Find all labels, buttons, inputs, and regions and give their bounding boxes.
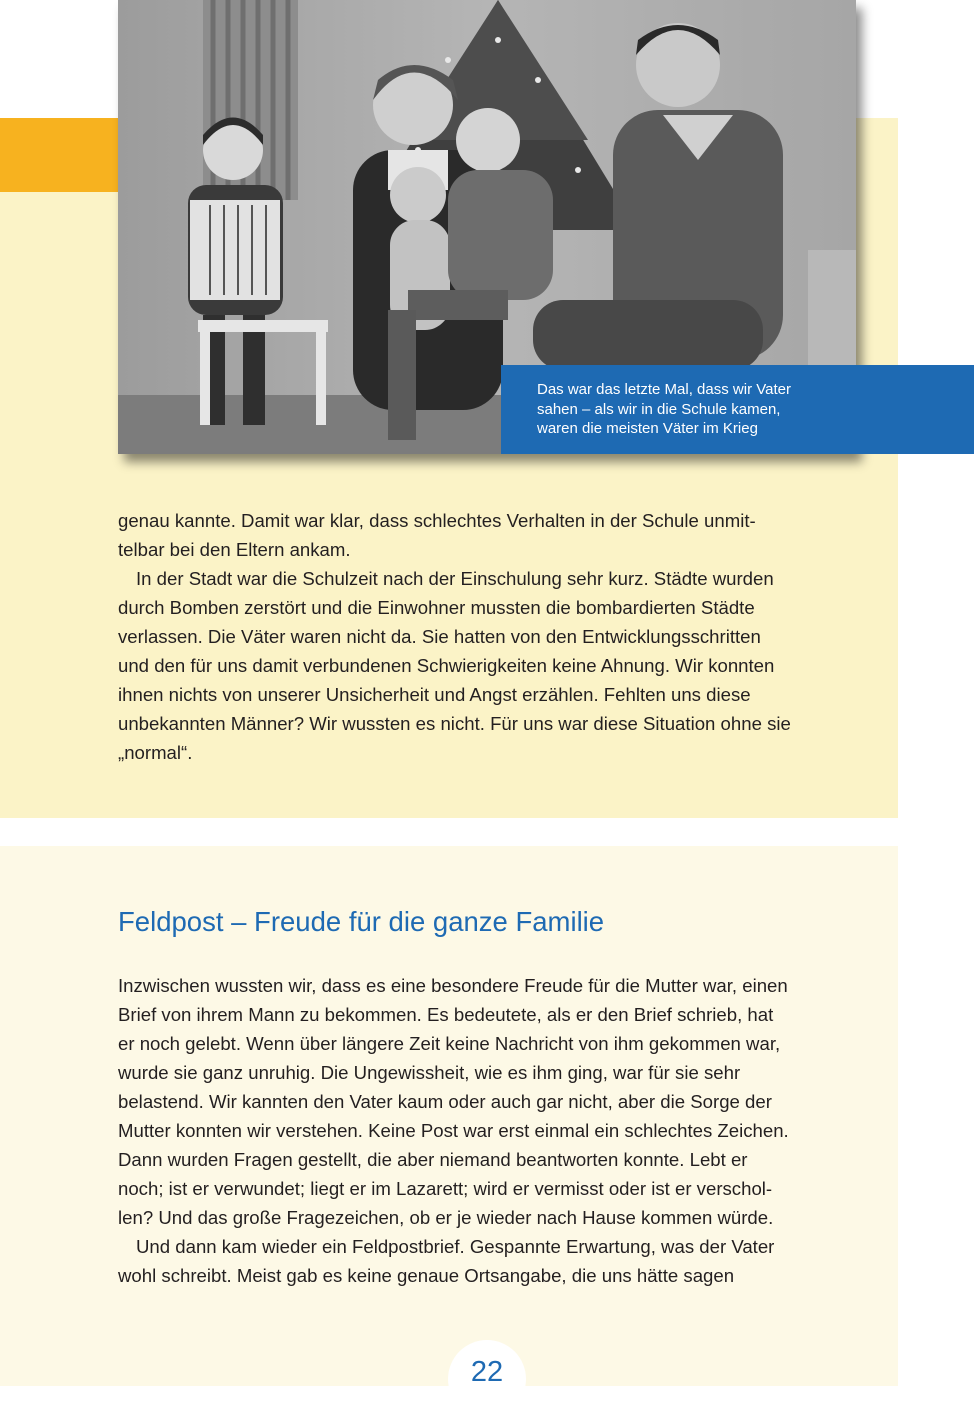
caption-line: Das war das letzte Mal, dass wir Vater: [537, 381, 791, 398]
text-line: Und dann kam wieder ein Feldpostbrief. Gespannte Erwartung, was der Vater: [136, 1236, 775, 1257]
text-line: genau kannte. Damit war klar, dass schlechtes Verhalten in der Schule unmit-: [118, 510, 756, 531]
caption-line: waren die meisten Väter im Krieg: [537, 420, 758, 437]
text-line: verlassen. Die Väter waren nicht da. Sie hatten von den Entwicklungsschritten: [118, 626, 761, 647]
text-line: In der Stadt war die Schulzeit nach der Einschulung sehr kurz. Städte wurden: [136, 568, 774, 589]
text-line: Brief von ihrem Mann zu bekommen. Es bedeutete, als er den Brief schrieb, hat: [118, 1004, 774, 1025]
text-line: telbar bei den Eltern ankam.: [118, 539, 351, 560]
text-line: belastend. Wir kannten den Vater kaum oder auch gar nicht, aber die Sorge der: [118, 1091, 772, 1112]
text-line: wurde sie ganz unruhig. Die Ungewissheit, wie es ihm ging, war für sie sehr: [118, 1062, 741, 1083]
text-line: und den für uns damit verbundenen Schwierigkeiten keine Ahnung. Wir konnten: [118, 655, 775, 676]
text-line: Dann wurden Fragen gestellt, die aber niemand beantworten konnte. Lebt er: [118, 1149, 748, 1170]
text-line: noch; ist er verwundet; liegt er im Lazarett; wird er vermisst oder ist er verschol-: [118, 1178, 773, 1199]
text-line: ihnen nichts von unserer Unsicherheit und Angst erzählen. Fehlten uns diese: [118, 684, 751, 705]
text-line: „normal“.: [118, 742, 193, 763]
text-line: unbekannten Männer? Wir wussten es nicht. Für uns war diese Situation ohne sie: [118, 713, 791, 734]
orange-accent-block: [0, 118, 118, 192]
photo-caption: [501, 365, 974, 454]
body-text-section-1: [118, 506, 858, 767]
text-line: durch Bomben zerstört und die Einwohner mussten die bombardierten Städte: [118, 597, 755, 618]
page-number: 22: [470, 1356, 504, 1388]
text-line: Mutter konnten wir verstehen. Keine Post war erst einmal ein schlechtes Zeichen.: [118, 1120, 789, 1141]
text-line: er noch gelebt. Wenn über längere Zeit keine Nachricht von ihm gekommen war,: [118, 1033, 781, 1054]
text-line: wohl schreibt. Meist gab es keine genaue Ortsangabe, die uns hätte sagen: [118, 1265, 735, 1286]
text-line: len? Und das große Fragezeichen, ob er je wieder nach Hause kommen würde.: [118, 1207, 774, 1228]
caption-line: sahen – als wir in die Schule kamen,: [537, 400, 781, 418]
body-text-section-2: [118, 971, 858, 1290]
text-line: Inzwischen wussten wir, dass es eine besondere Freude für die Mutter war, einen: [118, 975, 788, 996]
section-heading: Feldpost – Freude für die ganze Familie: [118, 906, 605, 937]
